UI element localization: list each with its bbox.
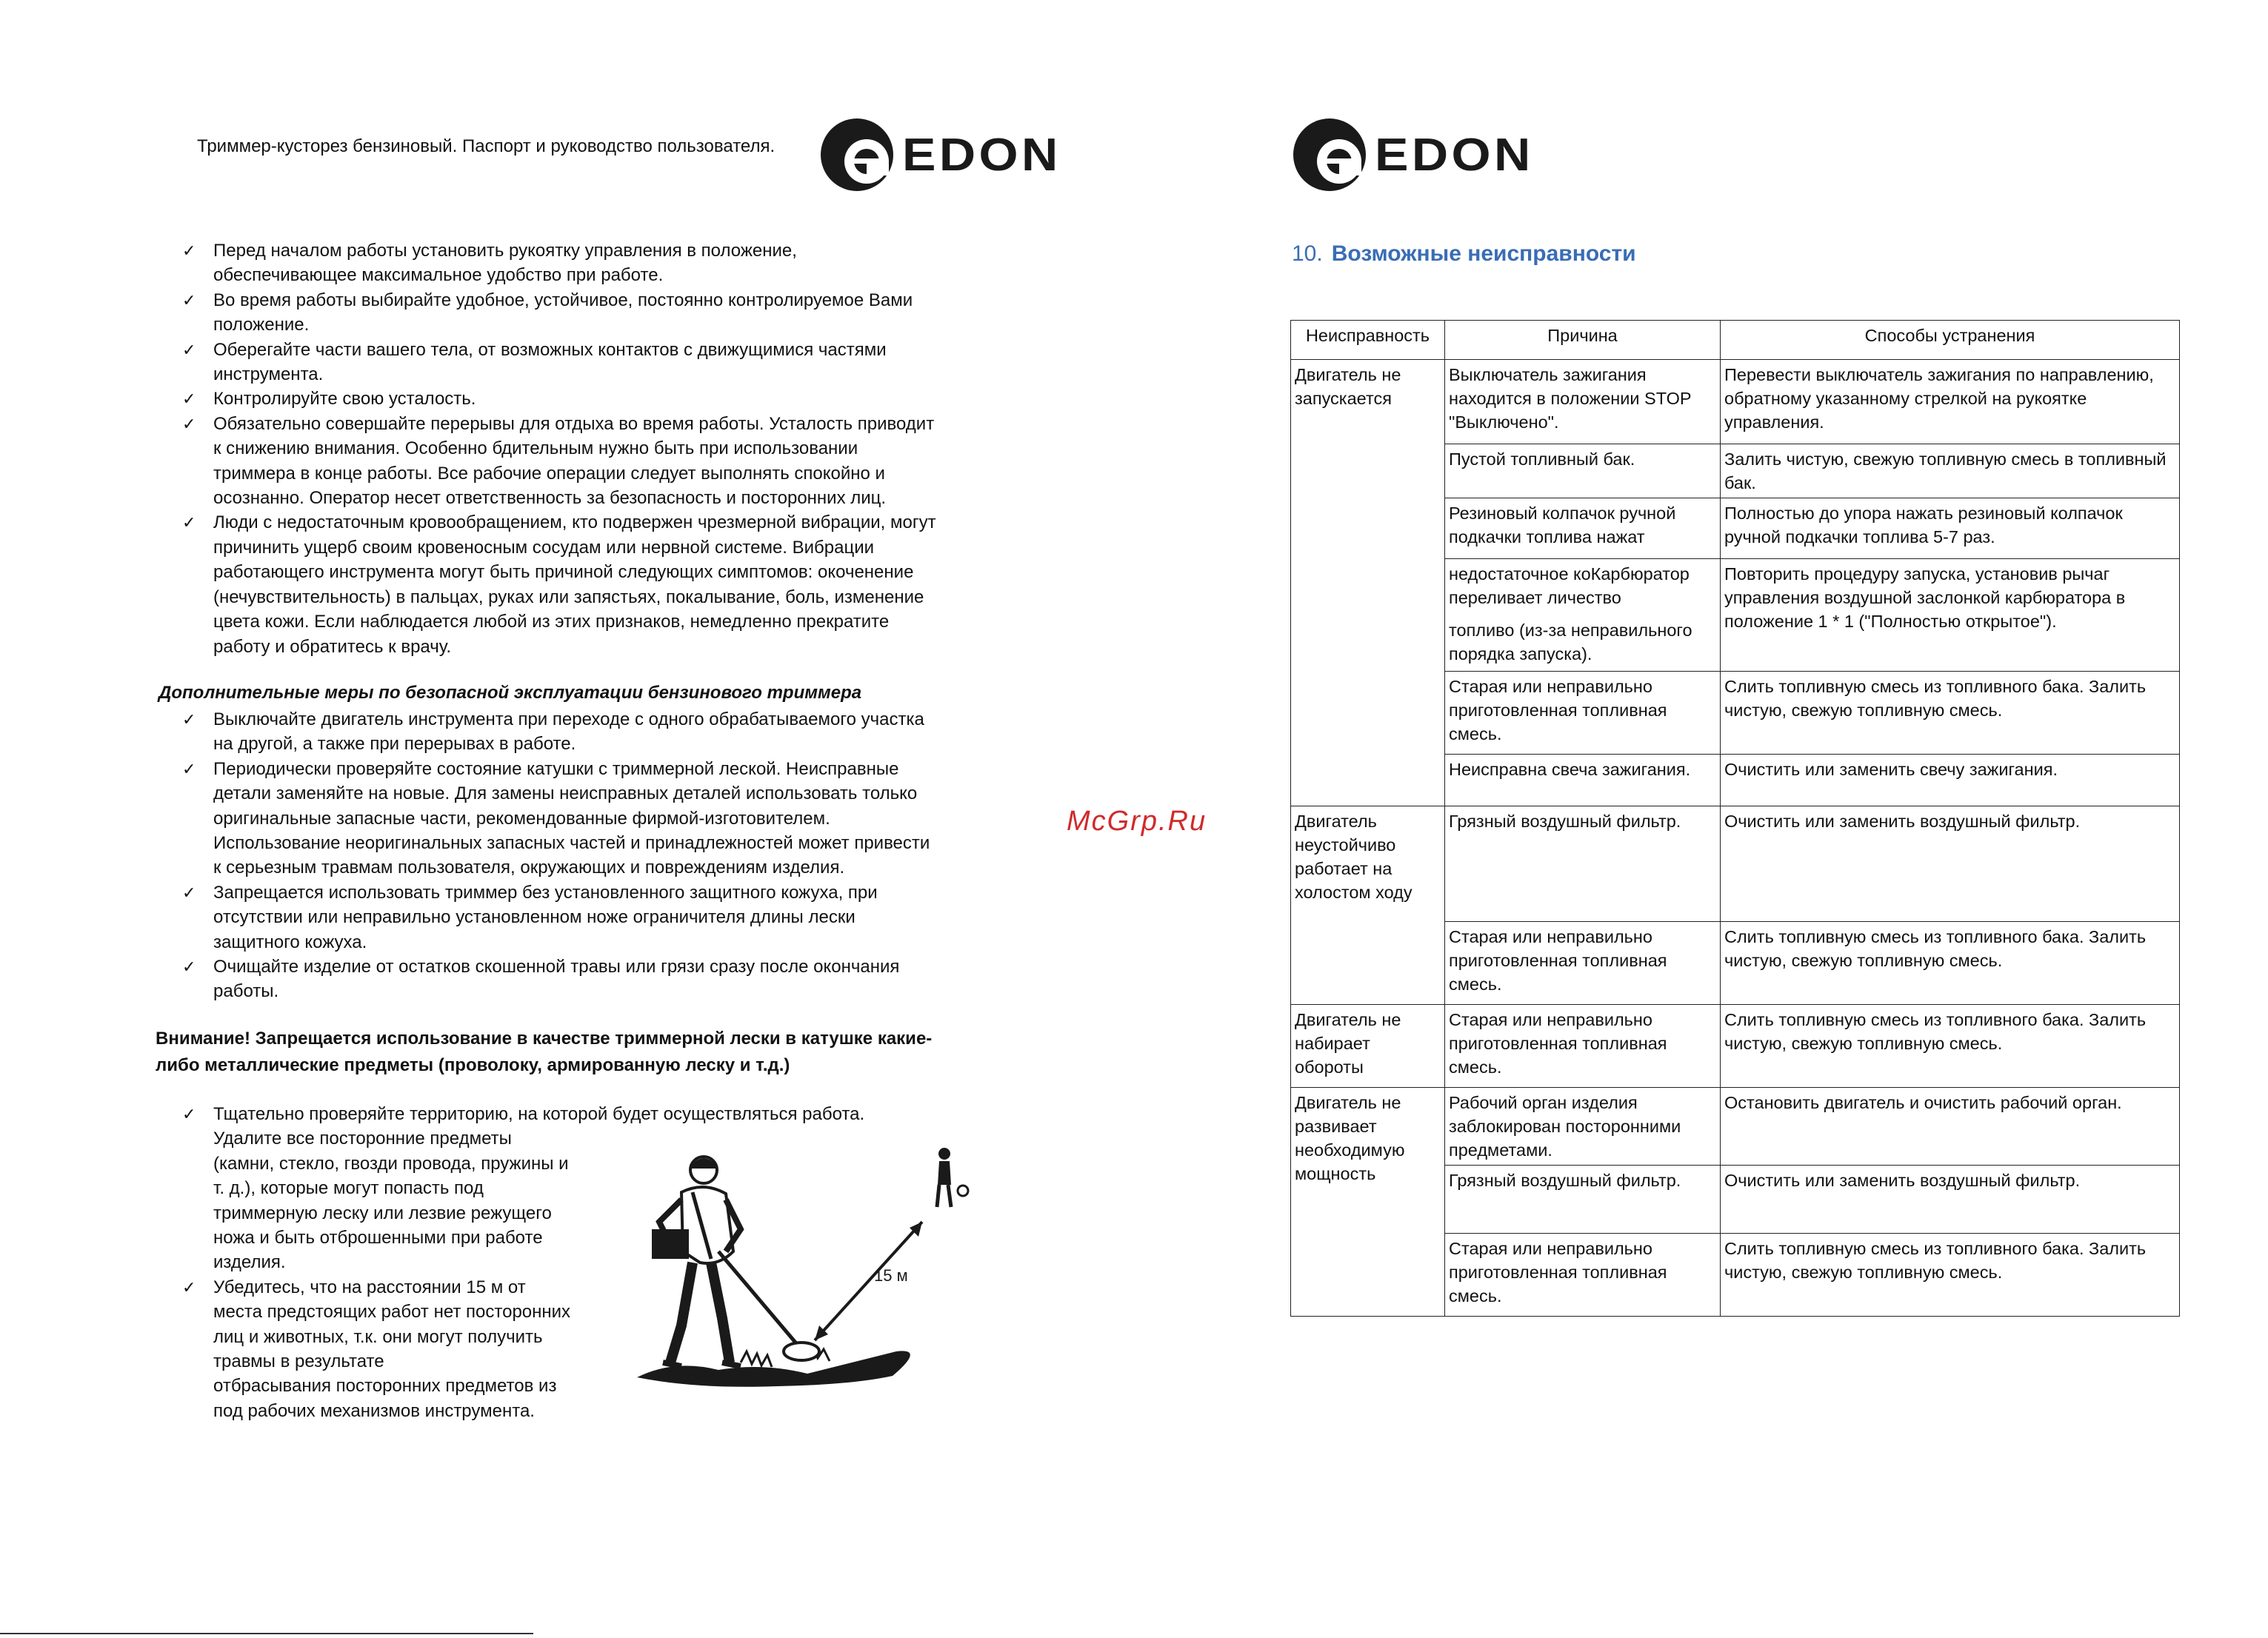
bullet-item [178,338,993,387]
bullet-line: Контролируйте свою усталость. [213,389,476,410]
cause-text: Старая или неправильно приготовленная топливная смесь. [1449,927,1667,994]
remedy-cell: Слить топливную смесь из топливного бака. Залить чистую, свежую топливную смесь. [1721,1234,2180,1317]
cause-cell [1445,360,1721,444]
bullet-line: работу и обратитесь к врачу. [213,636,452,657]
page-bottom-rule [0,1633,533,1634]
bullet-line: места предстоящих работ нет посторонних [213,1302,571,1323]
checkmark-icon: ✓ [182,883,196,902]
checkmark-icon: ✓ [182,414,196,433]
bullet-line: Обязательно совершайте перерывы для отдыха во время работы. Усталость приводит [213,413,935,434]
bullet-line: ножа и быть отброшенными при работе [213,1228,543,1248]
bullet-line: детали заменяйте на новые. Для замены неисправных деталей использовать только [213,783,918,804]
bullet-line: т. д.), которые могут попасть под [213,1178,484,1199]
cause-cell [1445,498,1721,559]
bullet-line: к серьезным травмам пользователя, окружающих и повреждениям изделия. [213,858,845,878]
document-title: Триммер-кусторез бензиновый. Паспорт и руководство пользователя. [197,136,776,156]
bullet-item [178,238,993,288]
section-number: 10. [1292,241,1323,266]
edon-logo-right [1292,117,1534,193]
cause-cell [1445,1234,1721,1317]
bullet-line: осознанно. Оператор несет ответственность за безопасность и посторонних лиц. [213,488,887,509]
table-row [1291,360,2180,444]
edon-logo-text: EDON [902,129,1061,181]
checkmark-icon: ✓ [182,759,196,778]
edon-logo-text: EDON [1375,129,1534,181]
bullet-line: Запрещается использовать триммер без установленного защитного кожуха, при [213,882,878,903]
remedy-cell: Очистить или заменить воздушный фильтр. [1721,806,2180,922]
bullet-line: триммерную леску или лезвие режущего [213,1203,552,1223]
table-row [1291,806,2180,922]
bullet-line: отбрасывания посторонних предметов из [213,1376,557,1397]
bullet-line: защитного кожуха. [213,932,367,952]
cause-text: Грязный воздушный фильтр. [1449,1171,1681,1190]
remedy-cell: Слить топливную смесь из топливного бака. Залить чистую, свежую топливную смесь. [1721,922,2180,1005]
bullet-item [178,707,993,757]
checkmark-icon: ✓ [182,957,196,977]
bullet-line: Убедитесь, что на расстоянии 15 м от [213,1277,526,1297]
remedy-cell: Остановить двигатель и очистить рабочий орган. [1721,1088,2180,1166]
trimmer-safety-illustration [630,1140,978,1392]
bullet-line: (камни, стекло, гвозди провода, пружины и [213,1153,569,1174]
bullet-line: отсутствии или неправильно установленном ноже ограничителя длины лески [213,907,855,928]
cause-text-extra: топливо (из-за неправильного порядка запуска). [1449,621,1692,663]
checkmark-icon: ✓ [182,241,196,260]
cause-cell [1445,1005,1721,1088]
bullet-line: положение. [213,315,310,335]
bullet-line: на другой, а также при перерывах в работе. [213,734,576,755]
warning-line: Внимание! Запрещается использование в качестве триммерной лески в катушке какие- [156,1029,933,1049]
remedy-cell: Слить топливную смесь из топливного бака. Залить чистую, свежую топливную смесь. [1721,1005,2180,1088]
bullet-line: травмы в результате [213,1351,384,1372]
bullet-line: Оберегайте части вашего тела, от возможных контактов с движущимися частями [213,339,887,360]
section-title [1292,241,1636,267]
cause-text: Выключатель зажигания находится в положении STOP "Выключено". [1449,365,1692,432]
bullet-line: цвета кожи. Если наблюдается любой из этих признаков, немедленно прекратите [213,612,890,632]
bullet-line: к снижению внимания. Особенно бдительным нужно быть при использовании [213,438,858,459]
bullet-line: изделия. [213,1252,286,1273]
cause-cell [1445,1166,1721,1234]
bullet-item [178,288,993,338]
cause-cell [1445,672,1721,755]
checkmark-icon: ✓ [182,513,196,532]
cause-text: Старая или неправильно приготовленная топливная смесь. [1449,1239,1667,1306]
bullet-line: работы. [213,981,279,1002]
bullet-line: обеспечивающее максимальное удобство при работе. [213,265,664,286]
safety-bullets-1 [178,238,993,659]
fault-cell: Двигатель не развивает необходимую мощность [1291,1088,1445,1317]
bullet-item [178,387,993,411]
bullet-line: инструмента. [213,364,324,385]
cause-text: Неисправна свеча зажигания. [1449,760,1691,779]
bullet-item [178,955,993,1004]
table-row [1291,1005,2180,1088]
cause-text: Резиновый колпачок ручной подкачки топлива нажат [1449,504,1676,546]
bullet-line: Использование неоригинальных запасных частей и принадлежностей может привести [213,833,930,854]
watermark: McGrp.Ru [1067,806,1207,837]
remedy-cell: Перевести выключатель зажигания по направлению, обратному указанному стрелкой на рукоятке управления. [1721,360,2180,444]
cause-text: Старая или неправильно приготовленная топливная смесь. [1449,1010,1667,1077]
cause-text: недостаточное коКарбюратор переливает личество [1449,564,1690,607]
header-fault: Неисправность [1291,321,1445,360]
cause-text: Грязный воздушный фильтр. [1449,812,1681,831]
cause-text: Пустой топливный бак. [1449,449,1635,469]
bullet-line: под рабочих механизмов инструмента. [213,1400,535,1421]
bullet-line: Удалите все посторонние предметы [213,1129,512,1149]
troubleshooting-table [1290,320,2180,1317]
remedy-cell: Очистить или заменить воздушный фильтр. [1721,1166,2180,1234]
bullet-line: триммера в конце работы. Все рабочие операции следует выполнять спокойно и [213,463,885,484]
checkmark-icon: ✓ [182,1277,196,1297]
bullet-item [178,412,993,511]
bullet-line: Выключайте двигатель инструмента при переходе с одного обрабатываемого участка [213,709,924,729]
distance-label: 15 м [874,1266,908,1285]
checkmark-icon: ✓ [182,390,196,409]
additional-measures-heading: Дополнительные меры по безопасной эксплуатации бензинового триммера [159,683,862,703]
fault-cell: Двигатель неустойчиво работает на холостом ходу [1291,806,1445,1005]
remedy-cell: Повторить процедуру запуска, установив рычаг управления воздушной заслонкой карбюратора в положение 1 * 1 ("Полностью открытое"). [1721,559,2180,672]
bullet-line: Тщательно проверяйте территорию, на которой будет осуществляться работа. [213,1104,865,1124]
bullet-line: Перед началом работы установить рукоятку управления в положение, [213,241,797,261]
header-remedy: Способы устранения [1721,321,2180,360]
bullet-line: Во время работы выбирайте удобное, устойчивое, постоянно контролируемое Вами [213,290,913,310]
edon-logo-left [819,117,1061,193]
remedy-cell: Полностью до упора нажать резиновый колпачок ручной подкачки топлива 5-7 раз. [1721,498,2180,559]
fault-cell: Двигатель не набирает обороты [1291,1005,1445,1088]
cause-cell [1445,444,1721,498]
bullet-line: Очищайте изделие от остатков скошенной травы или грязи сразу после окончания [213,957,900,977]
cause-cell [1445,559,1721,672]
section-title-text: Возможные неисправности [1331,241,1636,266]
bullet-line: работающего инструмента могут быть причиной следующих симптомов: окоченение [213,562,914,583]
table-row [1291,1088,2180,1166]
edon-logo-icon [1292,117,1367,193]
bullet-line: Периодически проверяйте состояние катушки с триммерной леской. Неисправные [213,758,899,779]
safety-bullets-2 [178,707,993,1004]
bullet-line: причинить ущерб своим кровеносным сосудам или нервной системе. Вибрации [213,537,875,558]
bullet-line: Люди с недостаточным кровообращением, кто подвержен чрезмерной вибрации, могут [213,512,936,533]
cause-text: Старая или неправильно приготовленная топливная смесь. [1449,677,1667,743]
remedy-cell: Залить чистую, свежую топливную смесь в топливный бак. [1721,444,2180,498]
checkmark-icon: ✓ [182,1105,196,1123]
remedy-cell: Очистить или заменить свечу зажигания. [1721,755,2180,806]
warning-text [156,1026,993,1079]
bullet-line: (нечувствительность) в пальцах, руках или запястьях, покалывание, боль, изменение [213,586,924,607]
bullet-line: лиц и животных, т.к. они могут получить [213,1326,543,1347]
checkmark-icon: ✓ [182,710,196,729]
fault-cell: Двигатель не запускается [1291,360,1445,806]
table-header-row [1291,321,2180,360]
cause-cell [1445,755,1721,806]
checkmark-icon: ✓ [182,340,196,359]
cause-cell [1445,922,1721,1005]
edon-logo-icon [819,117,895,193]
bullet-item [178,880,993,955]
header-cause: Причина [1445,321,1721,360]
bullet-item [178,757,993,880]
cause-cell [1445,1088,1721,1166]
bullet-item [178,510,993,658]
cause-text: Рабочий орган изделия заблокирован посторонними предметами. [1449,1093,1681,1160]
warning-line: либо металлические предметы (проволоку, армированную леску и т.д.) [156,1055,790,1075]
cause-cell [1445,806,1721,922]
checkmark-icon: ✓ [182,290,196,310]
bullet-line: оригинальные запасные части, рекомендованные фирмой-изготовителем. [213,808,830,829]
remedy-cell: Слить топливную смесь из топливного бака. Залить чистую, свежую топливную смесь. [1721,672,2180,755]
